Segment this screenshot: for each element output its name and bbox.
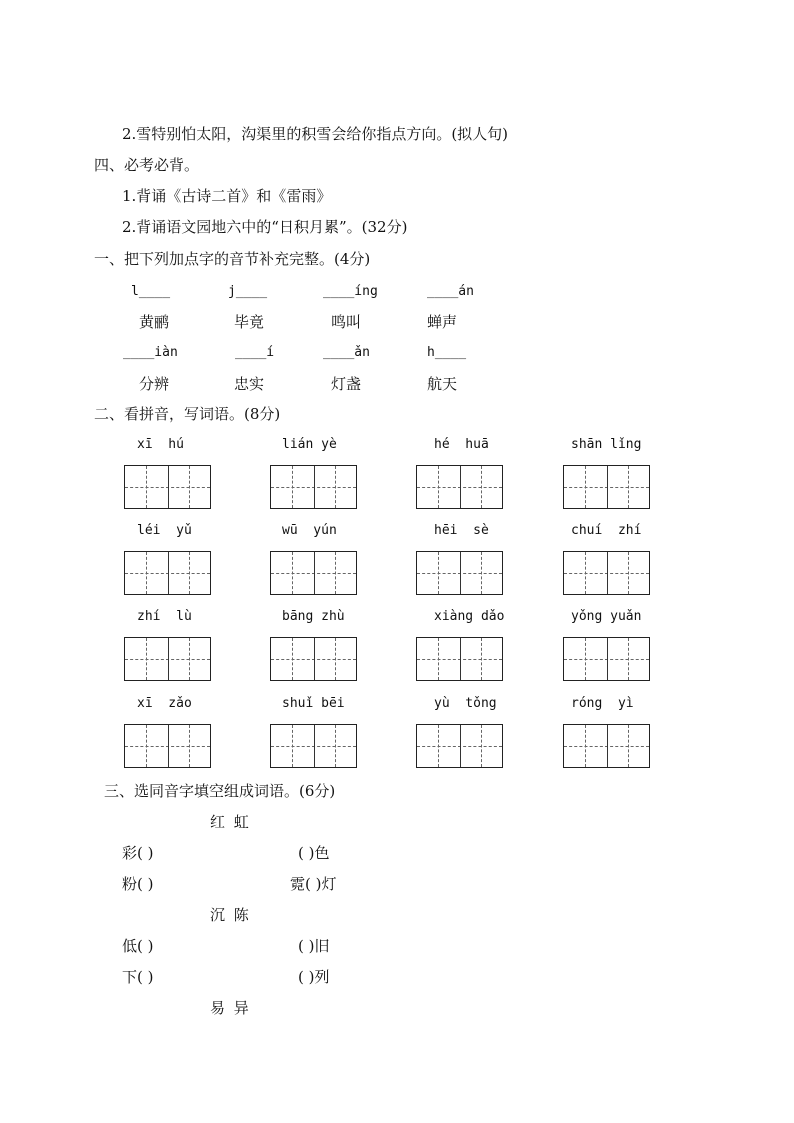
syllable-blank[interactable]: j____	[228, 284, 268, 299]
pinyin-label: lián yè	[282, 437, 337, 452]
pinyin-label: chuí zhí	[571, 523, 642, 538]
writing-grid[interactable]	[416, 551, 503, 595]
syllable-blank[interactable]: ____iàn	[123, 345, 178, 360]
word: 航天	[427, 375, 458, 393]
section-1-title: 一、把下列加点字的音节补充完整。(4分)	[94, 250, 371, 268]
pinyin-label: róng yì	[571, 696, 634, 711]
writing-grid[interactable]	[124, 465, 211, 509]
writing-grid[interactable]	[270, 465, 357, 509]
fill-blank[interactable]: ( )列	[298, 968, 330, 986]
writing-grid[interactable]	[270, 551, 357, 595]
section-3-title: 三、选同音字填空组成词语。(6分)	[104, 782, 336, 800]
pinyin-label: xiàng dǎo	[434, 609, 505, 624]
syllable-blank[interactable]: ____í	[235, 345, 275, 360]
syllable-blank[interactable]: ____ǎn	[323, 345, 370, 360]
fill-blank[interactable]: 霓( )灯	[290, 875, 337, 893]
writing-grid[interactable]	[270, 724, 357, 768]
word: 鸣叫	[331, 313, 362, 331]
writing-grid[interactable]	[416, 465, 503, 509]
fill-blank[interactable]: ( )色	[298, 844, 330, 862]
pinyin-label: yù tǒng	[434, 696, 497, 711]
syllable-blank[interactable]: l____	[131, 284, 171, 299]
pinyin-label: shān lǐng	[571, 437, 642, 452]
writing-grid[interactable]	[563, 724, 650, 768]
fill-blank[interactable]: 彩( )	[122, 844, 154, 862]
pinyin-label: shuǐ bēi	[282, 696, 345, 711]
fill-blank[interactable]: ( )旧	[298, 937, 330, 955]
recite-item-1: 1.背诵《古诗二首》和《雷雨》	[122, 187, 332, 205]
writing-grid[interactable]	[270, 637, 357, 681]
pinyin-label: léi yǔ	[137, 523, 192, 538]
recite-item-2: 2.背诵语文园地六中的“日积月累”。(32分)	[122, 218, 408, 236]
homophone-pair: 红 虹	[210, 813, 249, 831]
fill-blank[interactable]: 下( )	[122, 968, 154, 986]
pinyin-label: hé huā	[434, 437, 489, 452]
syllable-blank[interactable]: ____án	[427, 284, 474, 299]
section-4-title: 四、必考必背。	[94, 156, 200, 174]
section-2-title: 二、看拼音，写词语。(8分)	[94, 405, 281, 423]
homophone-pair: 易 异	[210, 999, 249, 1017]
homophone-pair: 沉 陈	[210, 906, 249, 924]
sentence-rewrite: 2.雪特别怕太阳，沟渠里的积雪会给你指点方向。(拟人句)	[122, 125, 509, 143]
pinyin-label: xī hú	[137, 437, 184, 452]
writing-grid[interactable]	[416, 724, 503, 768]
writing-grid[interactable]	[124, 551, 211, 595]
syllable-blank[interactable]: h____	[427, 345, 467, 360]
writing-grid[interactable]	[416, 637, 503, 681]
writing-grid[interactable]	[124, 637, 211, 681]
word: 蝉声	[427, 313, 458, 331]
writing-grid[interactable]	[563, 465, 650, 509]
pinyin-label: wū yún	[282, 523, 337, 538]
syllable-blank[interactable]: ____íng	[323, 284, 378, 299]
pinyin-label: hēi sè	[434, 523, 489, 538]
writing-grid[interactable]	[563, 551, 650, 595]
pinyin-label: xī zǎo	[137, 696, 192, 711]
fill-blank[interactable]: 低( )	[122, 937, 154, 955]
pinyin-label: yǒng yuǎn	[571, 609, 642, 624]
word: 黄鹂	[139, 313, 170, 331]
word: 忠实	[234, 375, 265, 393]
word: 毕竟	[234, 313, 265, 331]
pinyin-label: zhí lù	[137, 609, 192, 624]
word: 灯盏	[331, 375, 362, 393]
writing-grid[interactable]	[563, 637, 650, 681]
word: 分辨	[139, 375, 170, 393]
writing-grid[interactable]	[124, 724, 211, 768]
fill-blank[interactable]: 粉( )	[122, 875, 154, 893]
pinyin-label: bāng zhù	[282, 609, 345, 624]
